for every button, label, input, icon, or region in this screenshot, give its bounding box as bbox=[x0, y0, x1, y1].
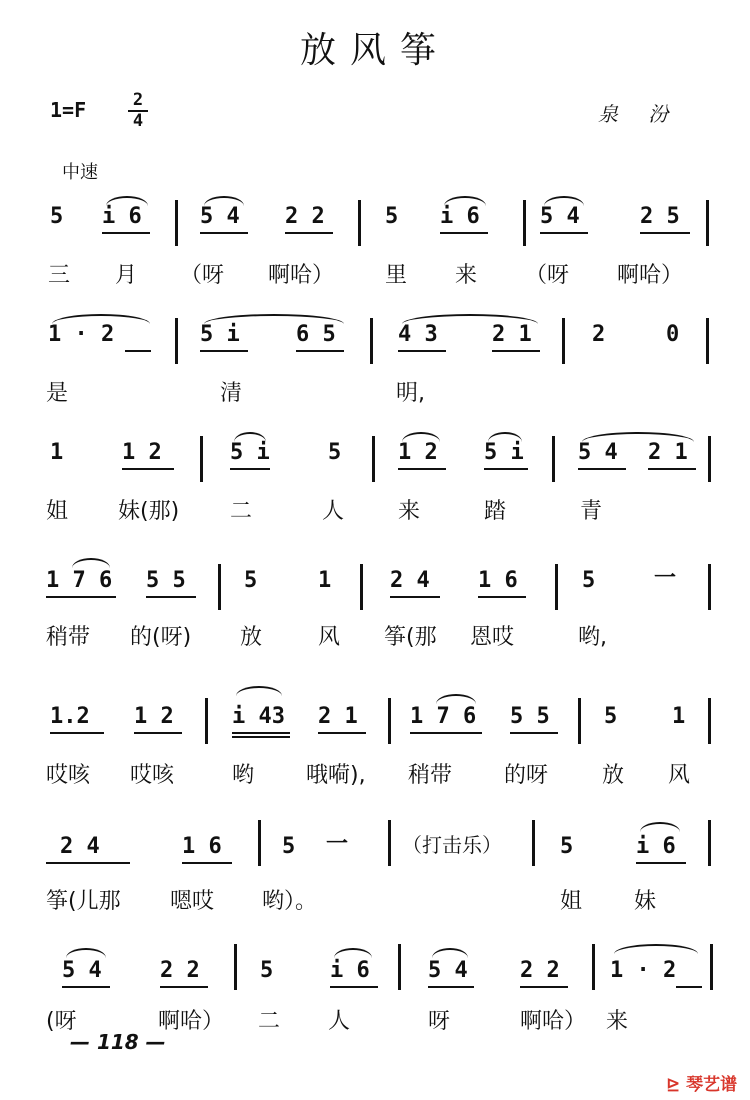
slur bbox=[436, 694, 476, 704]
slur bbox=[488, 432, 522, 442]
page-number: — 118 — bbox=[70, 1030, 166, 1054]
beam-line bbox=[648, 468, 696, 470]
composer: 泉 汾 bbox=[598, 102, 681, 126]
note-group: 2 4 bbox=[60, 834, 100, 859]
note-group: 2 2 bbox=[160, 958, 200, 983]
tempo-marking: 中速 bbox=[62, 162, 98, 183]
note-group: 5 bbox=[328, 440, 342, 465]
beam-line bbox=[182, 862, 232, 864]
beam-line bbox=[318, 732, 366, 734]
barline bbox=[708, 698, 711, 744]
slur bbox=[52, 314, 150, 324]
beam-line bbox=[50, 732, 104, 734]
beam-line bbox=[200, 232, 248, 234]
lyric: 放 bbox=[240, 625, 263, 650]
lyric: 是 bbox=[46, 381, 69, 406]
barline bbox=[592, 944, 595, 990]
slur bbox=[444, 196, 486, 206]
lyric: （呀 bbox=[525, 263, 570, 288]
barline bbox=[552, 436, 555, 482]
lyric: 风 bbox=[318, 625, 341, 650]
score-row-1 bbox=[0, 200, 750, 290]
barline bbox=[200, 436, 203, 482]
note-group: 1 bbox=[50, 440, 64, 465]
barline bbox=[372, 436, 375, 482]
lyric: 青 bbox=[580, 499, 603, 524]
score-row-7 bbox=[0, 944, 750, 1034]
lyric: 恩哎 bbox=[470, 625, 515, 650]
barline bbox=[562, 318, 565, 364]
note-group: 1 · 2 bbox=[610, 958, 677, 983]
beam-line bbox=[440, 232, 488, 234]
lyric: 稍带 bbox=[408, 763, 453, 788]
lyric: 三 bbox=[48, 263, 71, 288]
note-group: 2 5 bbox=[640, 204, 680, 229]
barline bbox=[706, 200, 709, 246]
beam-line bbox=[232, 732, 290, 734]
beam-line bbox=[330, 986, 378, 988]
slur bbox=[236, 686, 282, 696]
beam-line bbox=[125, 350, 151, 352]
beam-line bbox=[122, 468, 174, 470]
beam-line bbox=[146, 596, 196, 598]
barline bbox=[532, 820, 535, 866]
lyric: 哦嗬), bbox=[306, 763, 366, 788]
note-group: 5 bbox=[244, 568, 258, 593]
note-group: 5 4 bbox=[578, 440, 618, 465]
lyric: 姐 bbox=[46, 499, 69, 524]
note-group: 1 2 bbox=[398, 440, 438, 465]
barline bbox=[388, 698, 391, 744]
barline bbox=[205, 698, 208, 744]
slur bbox=[72, 558, 110, 568]
note-group: 1 bbox=[318, 568, 332, 593]
beam-line bbox=[46, 596, 116, 598]
beam-line bbox=[296, 350, 344, 352]
barline bbox=[708, 820, 711, 866]
barline bbox=[370, 318, 373, 364]
beam-line bbox=[398, 350, 446, 352]
lyric: 啊哈） bbox=[617, 263, 684, 288]
barline bbox=[555, 564, 558, 610]
lyric: 的呀 bbox=[504, 763, 549, 788]
lyric: 来 bbox=[455, 263, 478, 288]
note-group: 4 3 bbox=[398, 322, 438, 347]
barline bbox=[234, 944, 237, 990]
beam-line bbox=[230, 468, 270, 470]
lyric: 二 bbox=[258, 1009, 281, 1034]
note-group: 2 1 bbox=[318, 704, 358, 729]
beam-line bbox=[102, 232, 150, 234]
note-group: 5 bbox=[260, 958, 274, 983]
slur bbox=[544, 196, 584, 206]
note-group: 0 bbox=[666, 322, 680, 347]
barline bbox=[523, 200, 526, 246]
lyric: 人 bbox=[322, 499, 345, 524]
barline bbox=[706, 318, 709, 364]
slur bbox=[334, 948, 372, 958]
note-group: 2 1 bbox=[648, 440, 688, 465]
beam-line bbox=[520, 986, 568, 988]
barline bbox=[258, 820, 261, 866]
note-group: 一 bbox=[654, 566, 677, 591]
lyric: 筝(儿那 bbox=[46, 889, 121, 914]
beam-line bbox=[676, 986, 702, 988]
lyric: 来 bbox=[398, 499, 421, 524]
note-group: 2 2 bbox=[285, 204, 325, 229]
lyric: 哎咳 bbox=[130, 763, 175, 788]
lyric: 哟, bbox=[578, 625, 607, 650]
beam-line bbox=[62, 986, 110, 988]
beam-line bbox=[640, 232, 690, 234]
note-group: 一 bbox=[326, 832, 349, 857]
beam-line bbox=[285, 232, 333, 234]
note-group: 5 bbox=[50, 204, 64, 229]
slur bbox=[204, 196, 244, 206]
slur bbox=[432, 948, 468, 958]
note-group: 5 bbox=[582, 568, 596, 593]
note-group: i 6 bbox=[330, 958, 370, 983]
beam-line bbox=[134, 732, 182, 734]
watermark-text: 琴艺谱 bbox=[686, 1075, 738, 1095]
lyric: 筝(那 bbox=[384, 625, 437, 650]
lyric: 妹 bbox=[634, 889, 657, 914]
meter-bottom: 4 bbox=[132, 111, 144, 131]
lyric: 啊哈） bbox=[520, 1009, 587, 1034]
beam-line bbox=[398, 468, 446, 470]
note-group: 1 6 bbox=[478, 568, 518, 593]
barline bbox=[358, 200, 361, 246]
lyric: 嗯哎 bbox=[170, 889, 215, 914]
note-group: 5 i bbox=[200, 322, 240, 347]
lyric: 里 bbox=[385, 263, 408, 288]
watermark bbox=[666, 1070, 737, 1095]
note-group: 1 7 6 bbox=[46, 568, 113, 593]
note-group: 2 bbox=[592, 322, 606, 347]
lyric: 月 bbox=[115, 263, 138, 288]
note-group: 5 4 bbox=[62, 958, 102, 983]
beam-line bbox=[484, 468, 528, 470]
note-group: 5 5 bbox=[146, 568, 186, 593]
note-group: 1 2 bbox=[134, 704, 174, 729]
meter-top: 2 bbox=[132, 90, 144, 110]
score-row-4 bbox=[0, 556, 750, 650]
lyric: 风 bbox=[668, 763, 691, 788]
barline bbox=[708, 564, 711, 610]
note-group: 6 5 bbox=[296, 322, 336, 347]
note-group: 1 · 2 bbox=[48, 322, 115, 347]
score-row-2 bbox=[0, 318, 750, 408]
barline bbox=[708, 436, 711, 482]
note-group: 1.2 bbox=[50, 704, 90, 729]
note-group: 5 bbox=[604, 704, 618, 729]
note-group: i 6 bbox=[440, 204, 480, 229]
lyric: 来 bbox=[606, 1009, 629, 1034]
beam-line bbox=[410, 732, 482, 734]
time-signature bbox=[128, 92, 148, 130]
note-group: 5 4 bbox=[200, 204, 240, 229]
note-group: 5 4 bbox=[540, 204, 580, 229]
beam-line bbox=[510, 732, 558, 734]
beam-line bbox=[232, 736, 290, 738]
slur bbox=[640, 822, 680, 832]
note-group: 1 2 bbox=[122, 440, 162, 465]
note-group: i 43 bbox=[232, 704, 285, 729]
score-row-3 bbox=[0, 436, 750, 526]
note-group: 5 bbox=[282, 834, 296, 859]
note-group: 2 1 bbox=[492, 322, 532, 347]
slur bbox=[66, 948, 106, 958]
lyric: 清 bbox=[220, 381, 243, 406]
note-group: i 6 bbox=[636, 834, 676, 859]
note-group: i 6 bbox=[102, 204, 142, 229]
lyric: 姐 bbox=[560, 889, 583, 914]
lyric: 啊哈） bbox=[158, 1009, 225, 1034]
beam-line bbox=[200, 350, 248, 352]
lyric: 的(呀) bbox=[130, 625, 192, 650]
note-group: 5 4 bbox=[428, 958, 468, 983]
barline bbox=[175, 318, 178, 364]
lyric: （呀 bbox=[180, 263, 225, 288]
note-group: 2 4 bbox=[390, 568, 430, 593]
watermark-logo-icon: ⊵ bbox=[666, 1075, 681, 1095]
lyric: 哟）。 bbox=[262, 889, 318, 914]
barline bbox=[388, 820, 391, 866]
barline bbox=[398, 944, 401, 990]
note-group: 1 6 bbox=[182, 834, 222, 859]
slur bbox=[106, 196, 148, 206]
slur bbox=[402, 432, 440, 442]
lyric: 放 bbox=[602, 763, 625, 788]
percussion-marking: （打击乐） bbox=[402, 833, 502, 857]
barline bbox=[360, 564, 363, 610]
lyric: 二 bbox=[230, 499, 253, 524]
slur bbox=[614, 944, 698, 954]
slur bbox=[234, 432, 266, 442]
lyric: 哎咳 bbox=[46, 763, 91, 788]
barline bbox=[578, 698, 581, 744]
lyric: 踏 bbox=[484, 499, 507, 524]
barline bbox=[710, 944, 713, 990]
note-group: 2 2 bbox=[520, 958, 560, 983]
key-signature: 1=F bbox=[50, 98, 87, 122]
beam-line bbox=[636, 862, 686, 864]
song-title: 放风筝 bbox=[299, 30, 450, 71]
note-group: 5 5 bbox=[510, 704, 550, 729]
beam-line bbox=[428, 986, 474, 988]
note-group: 5 bbox=[385, 204, 399, 229]
beam-line bbox=[160, 986, 208, 988]
lyric: 哟 bbox=[232, 763, 255, 788]
lyric: 明, bbox=[396, 381, 425, 406]
lyric: 人 bbox=[328, 1009, 351, 1034]
lyric: 稍带 bbox=[46, 625, 91, 650]
lyric: 呀 bbox=[428, 1009, 451, 1034]
beam-line bbox=[540, 232, 588, 234]
beam-line bbox=[390, 596, 440, 598]
score-row-6 bbox=[0, 820, 750, 914]
beam-line bbox=[492, 350, 540, 352]
barline bbox=[175, 200, 178, 246]
note-group: 5 bbox=[560, 834, 574, 859]
note-group: 1 bbox=[672, 704, 686, 729]
beam-line bbox=[578, 468, 626, 470]
lyric: (呀 bbox=[46, 1009, 77, 1034]
barline bbox=[218, 564, 221, 610]
score-row-5 bbox=[0, 690, 750, 788]
note-group: 5 i bbox=[484, 440, 524, 465]
lyric: 妹(那) bbox=[118, 499, 180, 524]
beam-line bbox=[46, 862, 130, 864]
note-group: 1 7 6 bbox=[410, 704, 477, 729]
note-group: 5 i bbox=[230, 440, 270, 465]
lyric: 啊哈） bbox=[268, 263, 335, 288]
beam-line bbox=[478, 596, 526, 598]
